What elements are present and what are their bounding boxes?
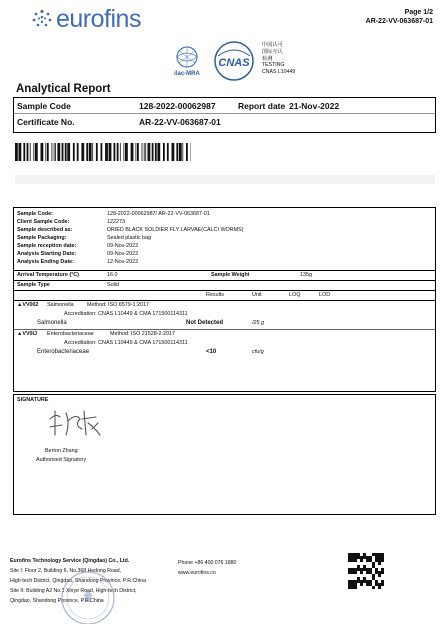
qr-module <box>381 556 384 559</box>
barcode-bar <box>86 143 88 161</box>
footer-contact <box>178 558 236 578</box>
cnas-label: CNAS <box>218 57 250 69</box>
barcode-bar <box>54 143 55 161</box>
detail-value: 128-2022-00062987/ AR-22-VV-063687-01 <box>107 211 210 217</box>
qr-module <box>351 559 354 562</box>
qr-module <box>378 562 381 565</box>
qr-module <box>381 559 384 562</box>
qr-module <box>357 556 360 559</box>
column-header: LOQ <box>289 292 301 298</box>
qr-module <box>366 580 369 583</box>
qr-module <box>357 568 360 571</box>
signature-box <box>13 394 436 515</box>
qr-module <box>372 553 375 556</box>
qr-module <box>348 553 351 556</box>
qr-module <box>348 571 351 574</box>
qr-module <box>372 577 375 580</box>
barcode-bar <box>30 143 31 161</box>
barcode-bar <box>148 143 151 161</box>
qr-module <box>351 553 354 556</box>
divider <box>14 280 435 281</box>
qr-module <box>366 583 369 586</box>
barcode-bar <box>81 143 84 161</box>
qr-module <box>375 559 378 562</box>
qr-module <box>372 574 375 577</box>
qr-module <box>372 562 375 565</box>
qr-module <box>351 556 354 559</box>
qr-module <box>378 553 381 556</box>
barcode-bar <box>33 143 34 161</box>
detail-value: DRIED BLACK SOLDIER FLY LARVAE(CALCI WORMS) <box>107 227 244 233</box>
qr-module <box>381 571 384 574</box>
footer-line: Site I: Floor 2, Building 6, No.368 Hedong Road, <box>10 568 122 574</box>
sample-type-label: Sample Type <box>17 282 50 288</box>
qr-module <box>351 580 354 583</box>
qr-module <box>381 568 384 571</box>
barcode-bar <box>182 143 183 161</box>
qr-module <box>363 553 366 556</box>
barcode-bar <box>23 143 25 161</box>
ilac-mra-logo-icon <box>168 44 206 78</box>
qr-module <box>372 586 375 589</box>
barcode-bar <box>45 143 46 161</box>
detail-label: Analysis Starting Date: <box>17 251 77 257</box>
barcode-bar <box>27 143 29 161</box>
barcode-bar <box>163 143 165 161</box>
qr-module <box>375 580 378 583</box>
qr-module <box>348 559 351 562</box>
qr-module <box>360 571 363 574</box>
qr-module <box>363 580 366 583</box>
barcode-bar <box>125 143 128 161</box>
qr-module <box>381 553 384 556</box>
qr-module <box>357 553 360 556</box>
barcode-bar <box>41 143 44 161</box>
qr-module <box>357 580 360 583</box>
qr-module <box>366 571 369 574</box>
barcode-bar <box>57 143 60 161</box>
qr-module <box>351 571 354 574</box>
barcode-bar <box>77 143 79 161</box>
barcode <box>15 143 191 161</box>
qr-module <box>375 553 378 556</box>
test-name: Enterobacteriaceae <box>47 331 94 337</box>
qr-module <box>351 568 354 571</box>
barcode-bar <box>65 143 67 161</box>
signatory-name: Berton Zhang <box>45 448 78 454</box>
barcode-bar <box>47 143 49 161</box>
qr-module <box>360 568 363 571</box>
barcode-bar <box>136 143 137 161</box>
divider <box>14 300 435 301</box>
signature-heading: SIGNATURE <box>17 397 49 403</box>
qr-module <box>363 556 366 559</box>
qr-module <box>369 556 372 559</box>
barcode-bar <box>152 143 154 161</box>
sample-code-label: Sample Code <box>17 101 71 111</box>
qr-module <box>378 571 381 574</box>
qr-module <box>381 580 384 583</box>
qr-module <box>372 565 375 568</box>
test-code-text: VV0IJ <box>22 331 38 337</box>
detail-value: 122273 <box>107 219 125 225</box>
barcode-bar <box>92 143 93 161</box>
barcode-bar <box>144 143 145 161</box>
qr-module <box>360 559 363 562</box>
cnas-line: 国际互认 <box>262 48 283 55</box>
divider <box>14 329 435 330</box>
detail-label: Sample Packaging: <box>17 235 67 241</box>
barcode-bar <box>179 143 182 161</box>
triangle-icon: ▲ <box>17 302 23 308</box>
analyte-result: <10 <box>206 349 217 355</box>
barcode-bar <box>124 143 125 161</box>
report-title: Analytical Report <box>16 83 111 95</box>
detail-label: Sample described as: <box>17 227 73 233</box>
barcode-bar <box>172 143 175 161</box>
qr-module <box>375 568 378 571</box>
divider <box>14 270 435 271</box>
barcode-bar <box>35 143 38 161</box>
detail-label: Client Sample Code: <box>17 219 70 225</box>
barcode-bar <box>157 143 160 161</box>
detail-label: Analysis Ending Date: <box>17 259 74 265</box>
test-accreditation: Accreditation: CNAS L10449 & CMA 171500114311 <box>64 311 188 317</box>
qr-module <box>375 571 378 574</box>
test-name: Salmonella <box>47 302 74 308</box>
test-method: Method: ISO 6579-1:2017 <box>87 302 150 308</box>
sample-weight-value: 135g <box>300 272 312 278</box>
qr-module <box>369 568 372 571</box>
test-code-text: VV002 <box>22 302 39 308</box>
qr-module <box>378 574 381 577</box>
barcode-bar <box>114 143 116 161</box>
qr-module <box>363 577 366 580</box>
page-number <box>366 8 433 26</box>
qr-module <box>357 577 360 580</box>
page-count: Page 1/2 <box>404 9 433 16</box>
qr-module <box>351 586 354 589</box>
detail-value: 12-Nov-2022 <box>107 259 139 265</box>
qr-module <box>369 580 372 583</box>
qr-module <box>354 586 357 589</box>
qr-module <box>363 568 366 571</box>
qr-module <box>348 583 351 586</box>
brand-name: eurofins <box>56 5 141 33</box>
qr-module <box>375 583 378 586</box>
qr-module <box>354 580 357 583</box>
arrival-temp-label: Arrival Temperature (°C) <box>17 272 79 278</box>
qr-module <box>354 583 357 586</box>
barcode-bar <box>96 143 98 161</box>
barcode-bar <box>15 143 18 161</box>
qr-module <box>360 580 363 583</box>
barcode-bar <box>155 143 157 161</box>
qr-module <box>369 571 372 574</box>
handwritten-signature-icon <box>46 405 106 441</box>
cnas-logo-icon <box>210 40 258 82</box>
qr-module <box>354 568 357 571</box>
cnas-line: 中国认可 <box>262 42 283 48</box>
detail-label: Sample reception date: <box>17 243 77 249</box>
page-report-id: AR-22-VV-063687-01 <box>365 18 433 25</box>
column-header: Results <box>206 292 224 298</box>
barcode-bar <box>62 143 64 161</box>
analyte-name: Enterobacteriaceae <box>37 349 90 355</box>
faint-band <box>15 175 435 184</box>
barcode-bar <box>73 143 75 161</box>
footer-line: High-tech District, Qingdao, Shandong Province, P.R.China <box>10 578 147 584</box>
barcode-bar <box>137 143 139 161</box>
qr-module <box>348 580 351 583</box>
arrival-temp-value: 16.0 <box>107 272 118 278</box>
barcode-bar <box>109 143 112 161</box>
qr-module <box>354 553 357 556</box>
qr-module <box>369 559 372 562</box>
detail-value: 09-Nov-2022 <box>107 251 139 257</box>
barcode-bar <box>176 143 178 161</box>
signatory-role: Authorised Signatory <box>36 457 87 463</box>
qr-module <box>354 556 357 559</box>
analyte-unit: /25 g <box>252 320 264 326</box>
qr-module <box>378 556 381 559</box>
certificate-label: Certificate No. <box>17 117 75 127</box>
footer-company: Eurofins Technology Service (Qingdao) Co., Ltd. <box>10 558 130 564</box>
analyte-result: Not Detected <box>186 320 224 326</box>
cnas-line: CNAS L10449 <box>262 69 296 76</box>
qr-module <box>348 556 351 559</box>
qr-module <box>354 571 357 574</box>
ilac-label: ilac-MRA <box>174 71 200 77</box>
barcode-bar <box>55 143 56 161</box>
qr-module <box>378 583 381 586</box>
report-date-label: Report date <box>238 101 286 111</box>
qr-module <box>375 556 378 559</box>
qr-module <box>348 586 351 589</box>
barcode-bar <box>142 143 143 161</box>
barcode-bar <box>131 143 134 161</box>
sample-type-value: Solid <box>107 282 119 288</box>
qr-code-icon <box>348 553 384 591</box>
qr-module <box>363 565 366 568</box>
qr-module <box>357 565 360 568</box>
sample-details-box <box>13 207 436 392</box>
barcode-bar <box>167 143 169 161</box>
company-seal-icon <box>55 568 121 624</box>
footer-line: Qingdao, Shandong Province, P.R.China <box>10 598 104 604</box>
barcode-bar <box>101 143 103 161</box>
column-header: Unit <box>252 292 262 298</box>
test-code <box>17 302 39 308</box>
barcode-bar <box>52 143 53 161</box>
barcode-bar <box>67 143 70 161</box>
qr-module <box>354 559 357 562</box>
qr-module <box>360 556 363 559</box>
barcode-bar <box>117 143 119 161</box>
cnas-line: TESTING <box>262 62 285 69</box>
footer-line: Site II: Building A2 No.1 Xinye Road, High-tech District, <box>10 588 137 594</box>
barcode-bar <box>105 143 108 161</box>
sample-weight-label: Sample Weight <box>211 272 250 278</box>
certificate-value: AR-22-VV-063687-01 <box>139 117 221 127</box>
qr-module <box>360 583 363 586</box>
eurofins-logo-icon <box>32 9 52 29</box>
qr-module <box>351 583 354 586</box>
qr-module <box>366 559 369 562</box>
barcode-bar <box>19 143 22 161</box>
qr-module <box>381 583 384 586</box>
triangle-icon: ▲ <box>17 331 23 337</box>
detail-value: 09-Nov-2022 <box>107 243 139 249</box>
qr-module <box>378 586 381 589</box>
test-code <box>17 331 37 337</box>
barcode-bar <box>89 143 92 161</box>
detail-label: Sample Code: <box>17 211 53 217</box>
test-method: Method: ISO 21528-2:2017 <box>110 331 176 337</box>
detail-value: Sealed plastic bag <box>107 235 152 241</box>
qr-module <box>348 568 351 571</box>
report-date-value: 21-Nov-2022 <box>289 101 340 111</box>
barcode-bar <box>120 143 121 161</box>
qr-module <box>369 583 372 586</box>
column-header: LOD <box>319 292 331 298</box>
cnas-testing-text <box>262 42 295 76</box>
barcode-bar <box>145 143 146 161</box>
footer-phone: Phone +86 400 076 1880 <box>178 560 237 566</box>
sample-code-value: 128-2022-00062987 <box>139 101 216 111</box>
qr-module <box>366 568 369 571</box>
analyte-name: Salmonella <box>37 320 67 326</box>
divider <box>14 290 435 291</box>
analyte-unit: cfu/g <box>252 349 264 355</box>
footer-web: www.eurofins.cn <box>178 570 216 576</box>
qr-module <box>378 559 381 562</box>
qr-module <box>366 556 369 559</box>
barcode-bar <box>186 143 188 161</box>
cnas-line: 检测 <box>262 55 273 62</box>
report-header-box <box>13 97 436 133</box>
divider <box>14 113 435 114</box>
test-accreditation: Accreditation: CNAS L10449 & CMA 171500114311 <box>64 340 188 346</box>
